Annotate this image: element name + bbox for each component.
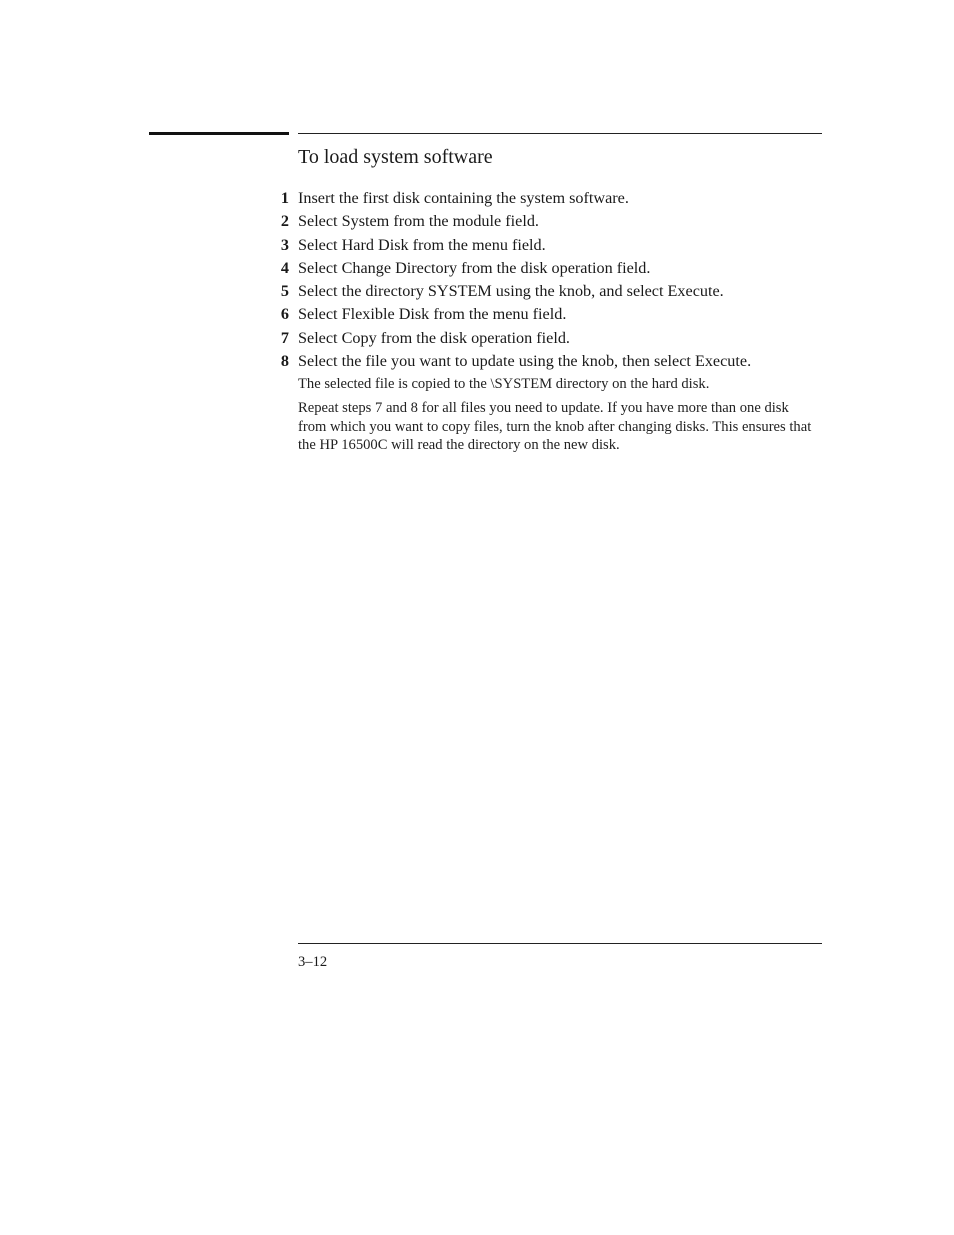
- step-number: 6: [280, 305, 289, 324]
- step-number: 1: [280, 189, 289, 207]
- step-result-note: The selected file is copied to the \SYSTEM directory on the hard disk.: [298, 376, 710, 392]
- step-item: [270, 257, 840, 280]
- step-text: Select System from the module field.: [298, 212, 539, 231]
- step-text: Select the file you want to update using the knob, then select Execute.: [298, 352, 752, 371]
- step-number: 7: [280, 328, 289, 347]
- step-item: [270, 210, 840, 233]
- step-text: Select the directory SYSTEM using the knob, and select Execute.: [298, 282, 724, 301]
- step-item: [270, 327, 840, 350]
- step-number: 5: [280, 282, 289, 301]
- section-rule-thick: [149, 132, 289, 135]
- step-item: [270, 234, 840, 257]
- step-item: [270, 350, 840, 373]
- step-item: [270, 187, 840, 210]
- step-item: [270, 280, 840, 303]
- step-text: Insert the first disk containing the system software.: [298, 189, 629, 207]
- step-number: 2: [280, 212, 289, 231]
- page-number: 3–12: [298, 954, 328, 970]
- footer-rule: [298, 943, 822, 944]
- step-text: Select Copy from the disk operation field.: [298, 328, 570, 347]
- repeat-instructions-note: Repeat steps 7 and 8 for all files you need to update. If you have more than one disk from which you want to copy files, turn the knob after changing disks. This ensures that the HP 16500C will read the directory on the new disk.: [298, 400, 812, 454]
- step-text: Select Flexible Disk from the menu field.: [298, 305, 567, 324]
- steps-list: [270, 187, 840, 373]
- step-number: 8: [280, 352, 289, 371]
- step-text: Select Change Directory from the disk operation field.: [298, 258, 651, 277]
- step-number: 4: [280, 258, 289, 277]
- step-number: 3: [280, 235, 289, 254]
- section-title: To load system software: [298, 146, 493, 168]
- step-item: [270, 303, 840, 326]
- step-text: Select Hard Disk from the menu field.: [298, 235, 546, 254]
- section-rule-top: [298, 133, 822, 134]
